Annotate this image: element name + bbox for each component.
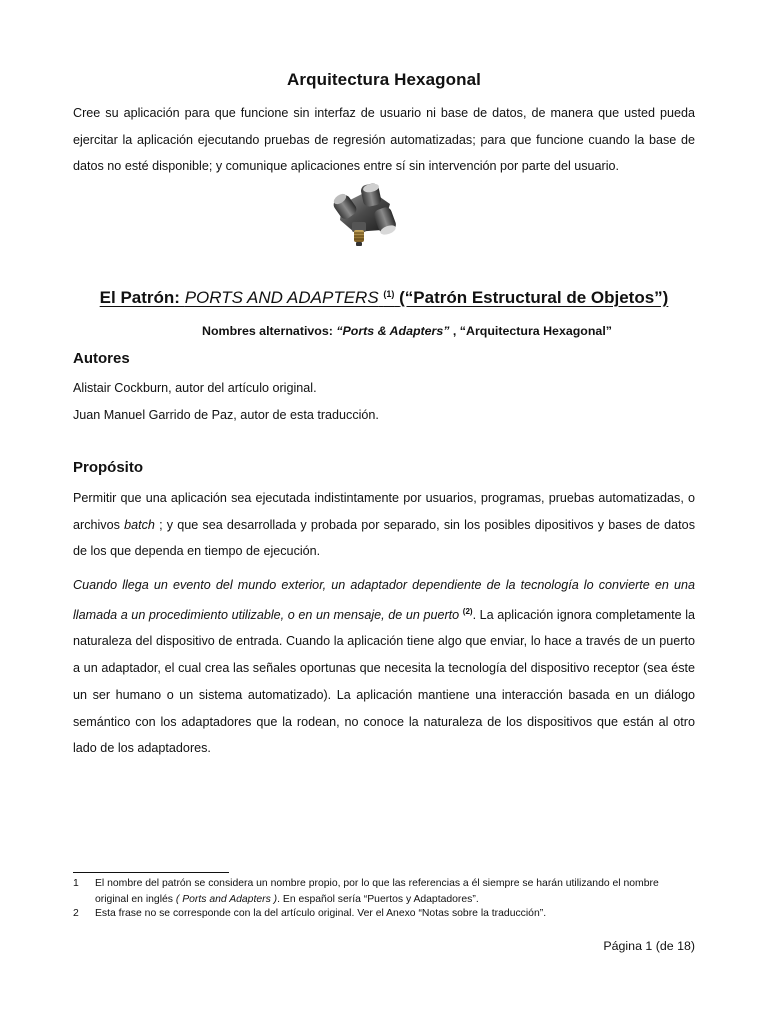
footnote-1-italic: ( Ports and Adapters ): [175, 894, 278, 905]
alt-name-2: “Arquitectura Hexagonal”: [459, 324, 612, 338]
pattern-title: [0, 288, 768, 308]
document-title: Arquitectura Hexagonal: [287, 70, 481, 89]
page-number: Página 1 (de 18): [603, 939, 695, 953]
alternative-names: [0, 324, 768, 338]
autores-heading: Autores: [73, 350, 130, 367]
footnote-text: Esta frase no se corresponde con la del artículo original. Ver el Anexo “Notas sobre la traducción”.: [95, 908, 547, 919]
footnote-number: 2: [73, 908, 79, 919]
purpose-text-a: Permitir que una aplicación sea ejecutada indistintamente por usuarios, programas, pruebas automatizadas, o archivos: [73, 491, 695, 532]
alt-name-1: “Ports & Adapters”: [336, 324, 450, 338]
footnote-divider: [73, 872, 229, 873]
footnote-1-text-a: El nombre del patrón se considera un nombre propio, por lo que las referencias a él siempre se harán utilizando el nombre original en inglés: [95, 878, 659, 905]
description-paragraph: [73, 572, 695, 762]
purpose-text-b: ; y que sea desarrollada y probada por separado, sin los posibles dipositivos y bases de datos de los que dependa en tiempo de ejecución.: [73, 517, 695, 559]
footnote-ref-2[interactable]: (2): [462, 606, 473, 616]
description-italic: Cuando llega un evento del mundo exterior, un adaptador dependiente de la tecnología lo convierte en una llamada a un procedimiento utilizable, o en un mensaje, de un puerto: [73, 578, 695, 622]
footnote-text: [95, 876, 695, 908]
author-original: Alistair Cockburn, autor del artículo original.: [73, 381, 317, 395]
socket-adapter-icon: [330, 182, 402, 250]
alt-names-separator: ,: [449, 324, 460, 338]
footnote-1-text-b: . En español sería “Puertos y Adaptadores”.: [277, 894, 479, 905]
pattern-title-prefix: El Patrón:: [99, 288, 185, 307]
alt-names-label: Nombres alternativos:: [202, 324, 337, 338]
purpose-paragraph: [73, 485, 695, 565]
proposito-heading: Propósito: [73, 459, 143, 476]
pattern-name: PORTS AND ADAPTERS: [184, 288, 379, 307]
intro-paragraph: Cree su aplicación para que funcione sin interfaz de usuario ni base de datos, de manera que usted pueda ejercitar la aplicación ejecutando pruebas de regresión automatizadas; para que funcione cuando la base de datos no esté disponible; y comunique aplicaciones entre sí sin intervención por parte del usuario.: [73, 106, 695, 174]
footnote-number: 1: [73, 878, 79, 889]
description-rest: . La aplicación ignora completamente la naturaleza del dispositivo de entrada. Cuando la aplicación tiene algo que enviar, lo hace a través de un puerto a un adaptador, el cual crea las señales oportunas que necesita la tecnología del dispositivo receptor (sea éste un ser humano o un sistema automatizado). La aplicación mantiene una interacción basada en un diálogo semántico con los adaptadores que la rodean, no conoce la naturaleza de los dispositivos que están al otro lado de los adaptadores.: [73, 607, 696, 756]
footnote-ref-1[interactable]: (1): [383, 289, 395, 299]
author-translator: Juan Manuel Garrido de Paz, autor de esta traducción.: [73, 408, 379, 422]
pattern-title-suffix: (“Patrón Estructural de Objetos”): [399, 288, 669, 307]
purpose-batch: batch: [124, 517, 155, 532]
